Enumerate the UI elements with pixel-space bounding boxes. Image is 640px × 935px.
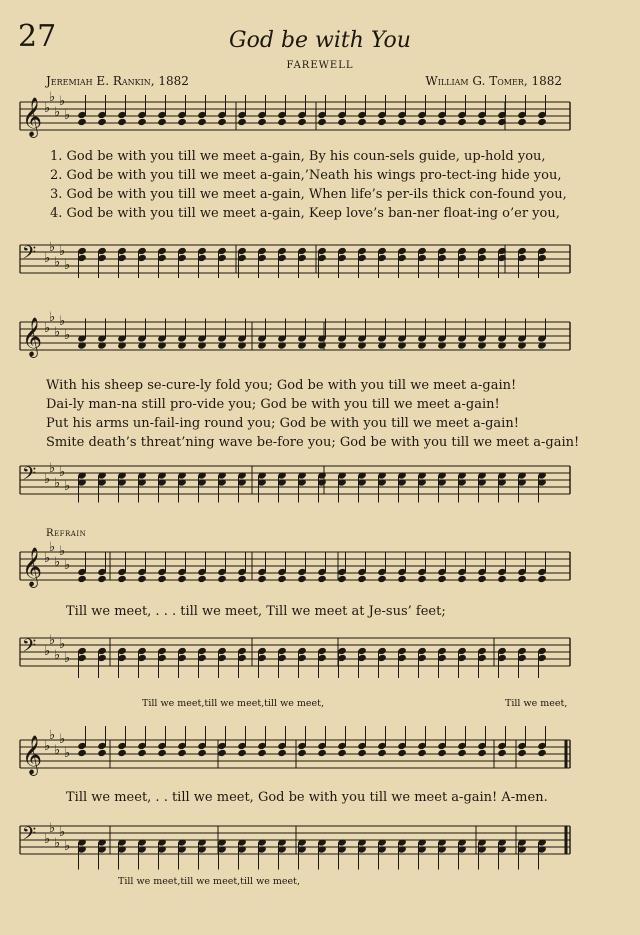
- notehead: [237, 118, 247, 126]
- notehead: [417, 749, 427, 757]
- notehead: [337, 118, 347, 126]
- notehead: [217, 118, 227, 126]
- notehead: [517, 575, 527, 583]
- flat-icon: ♭: [64, 651, 71, 666]
- flat-icon: ♭: [49, 540, 56, 555]
- notehead: [417, 118, 427, 126]
- notehead: [457, 575, 467, 583]
- flat-icon: ♭: [64, 558, 71, 573]
- treble-clef-icon: 𝄞: [22, 547, 43, 587]
- notehead: [257, 575, 267, 583]
- notehead: [217, 749, 227, 757]
- notehead: [117, 575, 127, 583]
- flat-icon: ♭: [59, 244, 66, 259]
- notehead: [257, 118, 267, 126]
- notehead: [317, 575, 327, 583]
- flat-icon: ♭: [49, 821, 56, 836]
- bass-clef-icon: 𝄢: [22, 824, 37, 849]
- notehead: [457, 749, 467, 757]
- bass-clef-icon: 𝄢: [22, 636, 37, 661]
- flat-icon: ♭: [54, 255, 61, 270]
- notehead: [297, 749, 307, 757]
- flat-icon: ♭: [49, 461, 56, 476]
- notehead: [537, 575, 547, 583]
- notehead: [77, 118, 87, 126]
- flat-icon: ♭: [44, 832, 51, 847]
- notehead: [397, 749, 407, 757]
- notehead: [177, 118, 187, 126]
- notehead: [277, 749, 287, 757]
- flat-icon: ♭: [54, 555, 61, 570]
- bass-clef-icon: 𝄢: [22, 464, 37, 489]
- flat-icon: ♭: [59, 544, 66, 559]
- flat-icon: ♭: [44, 644, 51, 659]
- notehead: [417, 575, 427, 583]
- verse-3-line-2: Put his arms un-fail-ing round you; God be with you till we meet a-gain!: [46, 416, 519, 431]
- verse-1-line-1: 1. God be with you till we meet a-gain, By his coun-sels guide, up-hold you,: [50, 149, 546, 164]
- tune-name: FAREWELL: [286, 60, 354, 71]
- notehead: [237, 575, 247, 583]
- notehead: [477, 118, 487, 126]
- notehead: [257, 749, 267, 757]
- notehead: [377, 575, 387, 583]
- verse-3-line-1: 3. God be with you till we meet a-gain, When life’s per-ils thick con-found you,: [50, 187, 567, 202]
- bass-clef-icon: 𝄢: [22, 243, 37, 268]
- flat-icon: ♭: [49, 633, 56, 648]
- flat-icon: ♭: [54, 836, 61, 851]
- notehead: [337, 575, 347, 583]
- notehead: [197, 118, 207, 126]
- notehead: [117, 118, 127, 126]
- notehead: [297, 575, 307, 583]
- flat-icon: ♭: [49, 240, 56, 255]
- notehead: [277, 118, 287, 126]
- flat-icon: ♭: [44, 739, 51, 754]
- notehead: [477, 749, 487, 757]
- notehead: [97, 118, 107, 126]
- notehead: [357, 118, 367, 126]
- flat-icon: ♭: [59, 825, 66, 840]
- verse-4-line-1: 4. God be with you till we meet a-gain, Keep love’s ban-ner float-ing o’er you,: [50, 206, 560, 221]
- notehead: [137, 749, 147, 757]
- verse-4-line-2: Smite death’s threat’ning wave be-fore you; God be with you till we meet a-gain!: [46, 435, 580, 450]
- flat-icon: ♭: [54, 476, 61, 491]
- refrain-line-1: Till we meet, . . . till we meet, Till we meet at Je-sus’ feet;: [66, 604, 446, 619]
- notehead: [437, 575, 447, 583]
- notehead: [177, 749, 187, 757]
- flat-icon: ♭: [64, 839, 71, 854]
- notehead: [117, 749, 127, 757]
- notehead: [137, 575, 147, 583]
- flat-icon: ♭: [64, 746, 71, 761]
- notehead: [157, 749, 167, 757]
- flat-icon: ♭: [49, 728, 56, 743]
- composer-credit: William G. Tomer, 1882: [425, 74, 562, 88]
- flat-icon: ♭: [59, 314, 66, 329]
- flat-icon: ♭: [64, 479, 71, 494]
- notehead: [97, 575, 107, 583]
- verse-2-line-2: Dai-ly man-na still pro-vide you; God be with you till we meet a-gain!: [46, 397, 500, 412]
- notehead: [437, 118, 447, 126]
- notehead: [77, 575, 87, 583]
- refrain-label: Refrain: [46, 528, 87, 539]
- flat-icon: ♭: [44, 101, 51, 116]
- flat-icon: ♭: [44, 551, 51, 566]
- notehead: [157, 118, 167, 126]
- notehead: [137, 118, 147, 126]
- flat-icon: ♭: [64, 258, 71, 273]
- treble-clef-icon: 𝄞: [22, 317, 43, 357]
- notehead: [277, 575, 287, 583]
- notehead: [497, 749, 507, 757]
- flat-icon: ♭: [59, 732, 66, 747]
- hymn-number: 27: [18, 19, 57, 54]
- notehead: [517, 118, 527, 126]
- hymn-title: God be with You: [229, 28, 411, 53]
- notehead: [477, 575, 487, 583]
- notehead: [317, 118, 327, 126]
- notehead: [517, 749, 527, 757]
- notehead: [497, 575, 507, 583]
- flat-icon: ♭: [54, 105, 61, 120]
- flat-icon: ♭: [44, 251, 51, 266]
- flat-icon: ♭: [54, 743, 61, 758]
- flat-icon: ♭: [54, 648, 61, 663]
- refrain-bass-line-1b: Till we meet,: [505, 698, 568, 709]
- notehead: [157, 575, 167, 583]
- author-credit: Jeremiah E. Rankin, 1882: [46, 74, 189, 88]
- refrain-bass-line-1a: Till we meet,till we meet,till we meet,: [142, 698, 324, 709]
- flat-icon: ♭: [44, 472, 51, 487]
- notehead: [217, 575, 227, 583]
- flat-icon: ♭: [59, 637, 66, 652]
- flat-icon: ♭: [49, 90, 56, 105]
- notehead: [537, 749, 547, 757]
- notehead: [197, 575, 207, 583]
- notehead: [297, 118, 307, 126]
- notehead: [337, 749, 347, 757]
- notehead: [377, 118, 387, 126]
- flat-icon: ♭: [64, 108, 71, 123]
- notehead: [357, 749, 367, 757]
- notehead: [197, 749, 207, 757]
- flat-icon: ♭: [59, 94, 66, 109]
- refrain-line-2: Till we meet, . . till we meet, God be with you till we meet a-gain! A-men.: [66, 790, 548, 805]
- verse-1-line-2: With his sheep se-cure-ly fold you; God be with you till we meet a-gain!: [46, 378, 517, 393]
- notehead: [97, 749, 107, 757]
- flat-icon: ♭: [59, 465, 66, 480]
- notehead: [357, 575, 367, 583]
- notehead: [537, 118, 547, 126]
- refrain-bass-line-2: Till we meet,till we meet,till we meet,: [118, 876, 300, 887]
- flat-icon: ♭: [64, 328, 71, 343]
- notehead: [397, 118, 407, 126]
- treble-clef-icon: 𝄞: [22, 735, 43, 775]
- verse-2-line-1: 2. God be with you till we meet a-gain,’Neath his wings pro-tect-ing hide you,: [50, 168, 562, 183]
- notehead: [237, 749, 247, 757]
- notehead: [397, 575, 407, 583]
- notehead: [377, 749, 387, 757]
- notehead: [437, 749, 447, 757]
- flat-icon: ♭: [44, 321, 51, 336]
- flat-icon: ♭: [49, 310, 56, 325]
- treble-clef-icon: 𝄞: [22, 97, 43, 137]
- notehead: [457, 118, 467, 126]
- flat-icon: ♭: [54, 325, 61, 340]
- notehead: [77, 749, 87, 757]
- notehead: [177, 575, 187, 583]
- notehead: [317, 749, 327, 757]
